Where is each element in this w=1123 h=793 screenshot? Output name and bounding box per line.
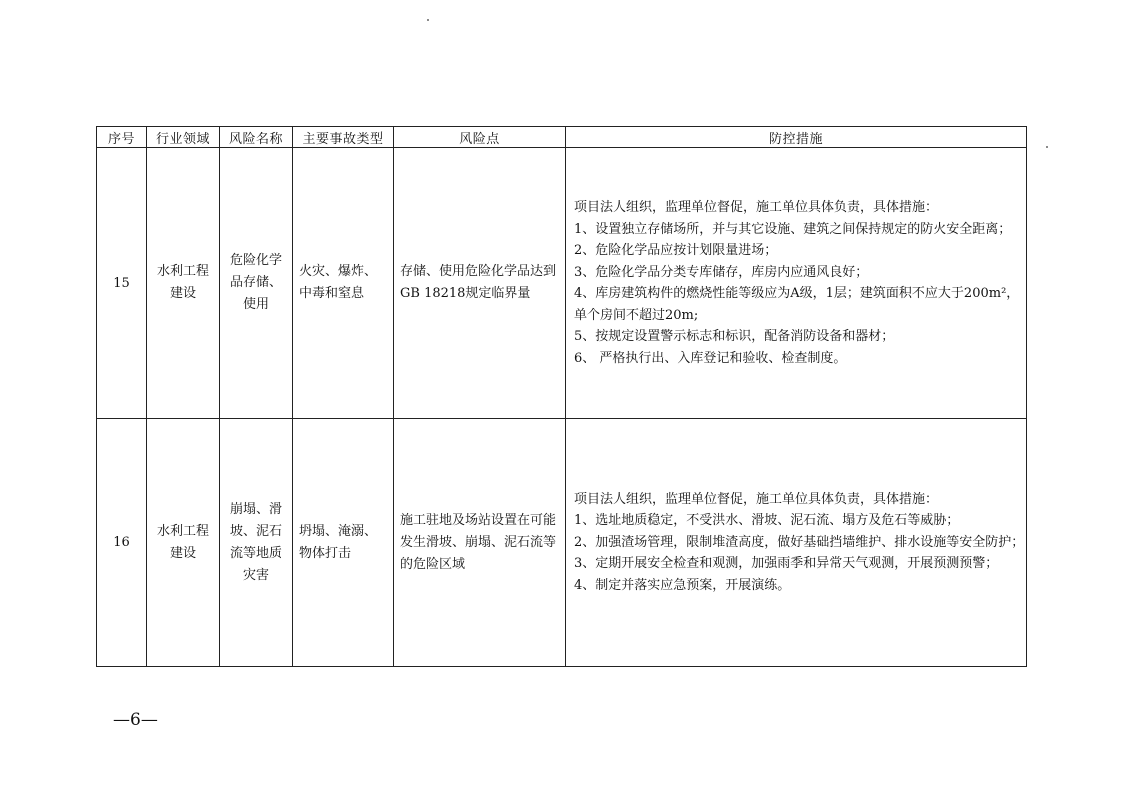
measure-line: 项目法人组织，监理单位督促，施工单位具体负责，具体措施： <box>574 491 939 507</box>
measure-line: 4、制定并落实应急预案，开展演练。 <box>574 577 791 593</box>
row-industry: 水利工程建设 <box>147 419 220 667</box>
measure-line: 3、危险化学品分类专库储存，库房内应通风良好； <box>574 264 869 280</box>
header-accident-type: 主要事故类型 <box>293 127 394 148</box>
risk-control-table <box>96 126 1027 667</box>
scan-speck <box>427 19 429 21</box>
table-row <box>97 419 1027 667</box>
measure-line: 2、加强渣场管理，限制堆渣高度，做好基础挡墙维护、排水设施等安全防护； <box>574 534 1025 550</box>
header-risk-point: 风险点 <box>394 127 566 148</box>
row-number: 15 <box>97 148 147 419</box>
row-risk-name: 崩塌、滑坡、泥石流等地质灾害 <box>220 419 293 667</box>
row-risk-point: 施工驻地及场站设置在可能发生滑坡、崩塌、泥石流等的危险区域 <box>394 419 566 667</box>
row-control-measures <box>566 148 1027 419</box>
row-number: 16 <box>97 419 147 667</box>
header-control-measures: 防控措施 <box>566 127 1027 148</box>
row-industry: 水利工程建设 <box>147 148 220 419</box>
row-control-measures <box>566 419 1027 667</box>
table-row <box>97 148 1027 419</box>
measure-line: 2、危险化学品应按计划限量进场； <box>574 243 778 258</box>
row-accident-type: 坍塌、淹溺、物体打击 <box>293 419 394 667</box>
row-risk-name: 危险化学品存储、使用 <box>220 148 293 419</box>
table-header-row <box>97 127 1027 148</box>
measure-line: 1、选址地质稳定，不受洪水、滑坡、泥石流、塌方及危石等威胁； <box>574 513 960 529</box>
measure-line: 4、库房建筑构件的燃烧性能等级应为A级，1层；建筑面积不应大于200m²， <box>574 286 1020 301</box>
measure-line: 6、 严格执行出、入库登记和验收、检查制度。 <box>574 350 847 366</box>
header-industry: 行业领域 <box>147 127 220 148</box>
scan-speck <box>1046 146 1048 148</box>
measure-line: 1、设置独立存储场所，并与其它设施、建筑之间保持规定的防火安全距离； <box>574 221 1012 237</box>
row-risk-point: 存储、使用危险化学品达到GB 18218规定临界量 <box>394 148 566 419</box>
measure-line: 项目法人组织，监理单位督促，施工单位具体负责，具体措施： <box>574 200 939 215</box>
measure-line: 3、定期开展安全检查和观测，加强雨季和异常天气观测，开展预测预警； <box>574 556 999 572</box>
row-accident-type: 火灾、爆炸、中毒和窒息 <box>293 148 394 419</box>
header-serial-number: 序号 <box>97 127 147 148</box>
header-risk-name: 风险名称 <box>220 127 293 148</box>
measure-line: 5、按规定设置警示标志和标识，配备消防设备和器材； <box>574 329 895 344</box>
measure-line: 单个房间不超过20m; <box>574 307 699 323</box>
page-number: —6— <box>113 710 158 730</box>
